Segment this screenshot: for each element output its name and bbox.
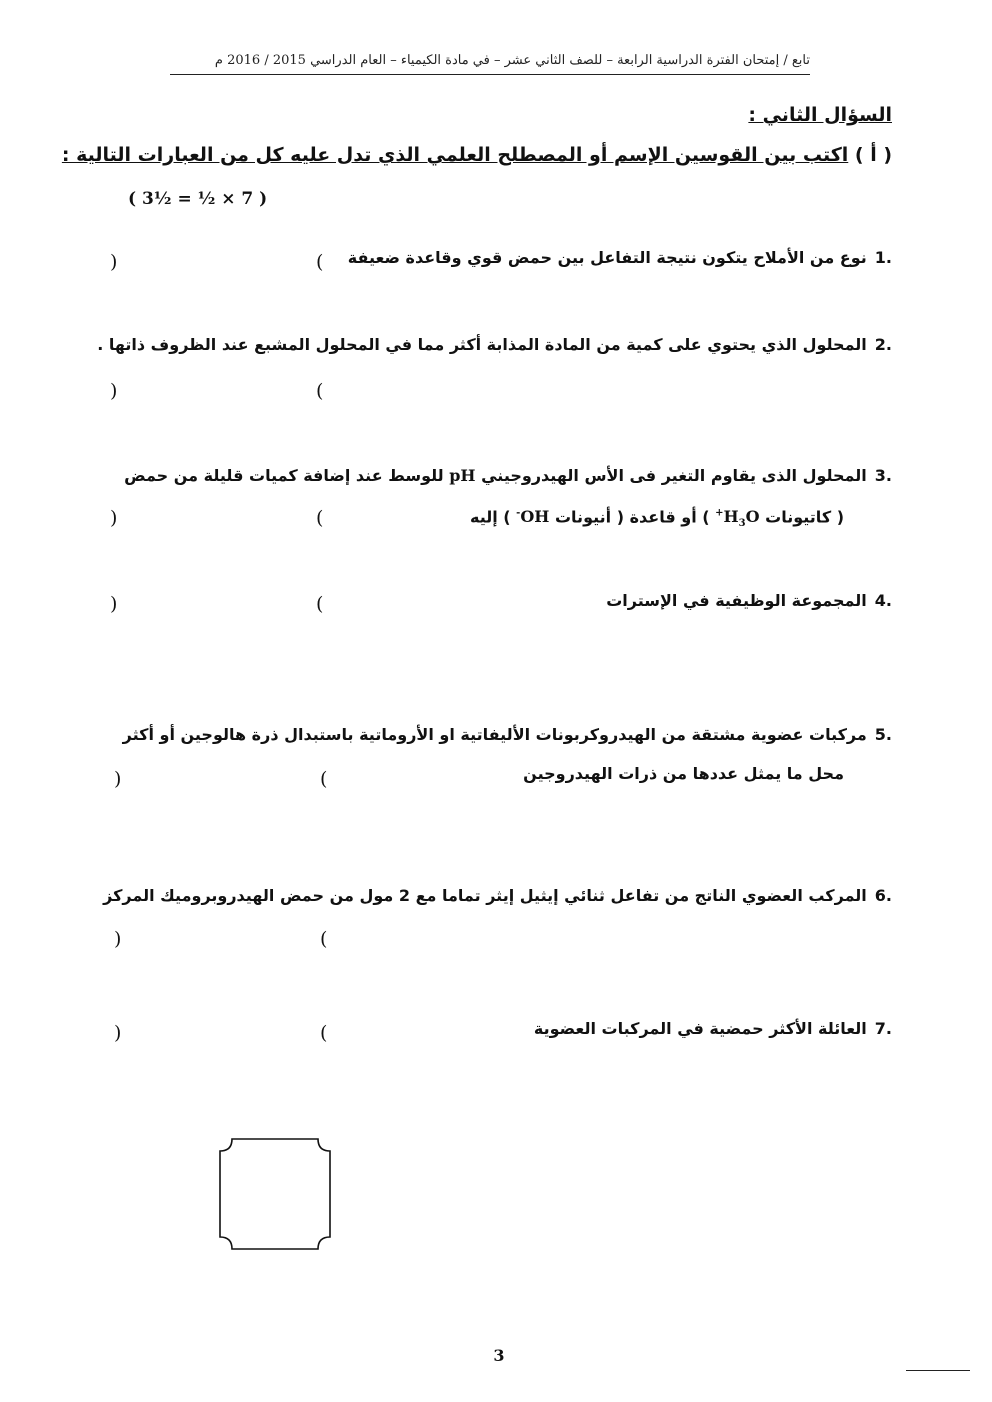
- instruction-line: [62, 144, 892, 166]
- question-title: السؤال الثاني :: [748, 104, 892, 126]
- answer-paren-open: (: [316, 593, 324, 615]
- hydroxide-formula: OH-: [516, 507, 550, 527]
- question-item-5: [123, 724, 892, 746]
- question-item-7: [534, 1018, 892, 1040]
- question-item-3: [124, 465, 892, 487]
- answer-paren-open: (: [316, 380, 324, 402]
- exam-header: تابع / إمتحان الفترة الدراسية الرابعة – للصف الثاني عشر – في مادة الكيمياء – العام الدراسي 2015 / 2016 م: [214, 53, 810, 68]
- item-number: .7: [874, 1019, 892, 1038]
- header-divider: [170, 74, 810, 75]
- footer-rule: [906, 1370, 970, 1371]
- answer-paren-close: ): [114, 768, 122, 790]
- question-item-2: [97, 334, 892, 356]
- item-text: نوع من الأملاح يتكون نتيجة التفاعل بين حمض قوي وقاعدة ضعيفة: [347, 248, 867, 267]
- answer-paren-close: ): [114, 928, 122, 950]
- answer-paren-close: ): [110, 380, 118, 402]
- answer-paren-close: ): [110, 507, 118, 529]
- answer-paren-open: (: [320, 928, 328, 950]
- question-item-5-continuation: محل ما يمثل عددها من ذرات الهيدروجين: [523, 764, 844, 783]
- answer-paren-open: (: [316, 507, 324, 529]
- item-text: مركبات عضوية مشتقة من الهيدروكربونات الأليفاتية او الأروماتية باستبدال ذرة هالوجين أو أكثر: [122, 725, 867, 744]
- question-item-6: [103, 885, 892, 907]
- item-text: العائلة الأكثر حمضية في المركبات العضوية: [533, 1019, 867, 1038]
- item-text: المحلول الذي يحتوي على كمية من المادة المذابة أكثر مما في المحلول المشبع عند الظروف ذاتها .: [97, 335, 867, 354]
- item-text: المركب العضوي الناتج من تفاعل ثنائي إيثيل إيثر تماما مع 2 مول من حمض الهيدروبروميك المركز: [103, 886, 867, 905]
- item-text-a: المحلول الذى يقاوم التغير فى الأس الهيدروجيني: [481, 466, 867, 485]
- answer-paren-open: (: [320, 768, 328, 790]
- marks-allocation: ( 3½ = ½ × 7 ): [128, 189, 268, 209]
- score-box-frame: [218, 1137, 332, 1251]
- item-number: .2: [874, 335, 892, 354]
- ph-symbol: pH: [449, 466, 476, 485]
- item-text-c: ( كاتيونات: [765, 507, 844, 527]
- answer-paren-open: (: [316, 251, 324, 273]
- instruction-text: اكتب بين القوسين الإسم أو المصطلح العلمي الذي تدل عليه كل من العبارات التالية :: [61, 144, 849, 166]
- part-label: ( أ ): [854, 144, 892, 166]
- page-number: 3: [493, 1346, 505, 1365]
- question-item-3-continuation: [470, 503, 844, 536]
- item-text: المجموعة الوظيفية في الإسترات: [606, 591, 867, 610]
- answer-paren-close: ): [110, 251, 118, 273]
- hydronium-formula: $H_3O^+$: [715, 507, 760, 530]
- answer-paren-close: ): [110, 593, 118, 615]
- question-item-1: [348, 247, 892, 269]
- question-item-4: [606, 590, 892, 612]
- item-text-e: ) إليه: [469, 507, 511, 527]
- item-number: .6: [874, 886, 892, 905]
- answer-paren-close: ): [114, 1022, 122, 1044]
- item-number: .5: [874, 725, 892, 744]
- answer-paren-open: (: [320, 1022, 328, 1044]
- item-number: .3: [874, 466, 892, 485]
- item-number: .1: [874, 248, 892, 267]
- item-number: .4: [874, 591, 892, 610]
- item-text-d: ) أو قاعدة ( أنيونات: [554, 507, 710, 527]
- item-text-b: للوسط عند إضافة كميات قليلة من حمض: [124, 466, 444, 485]
